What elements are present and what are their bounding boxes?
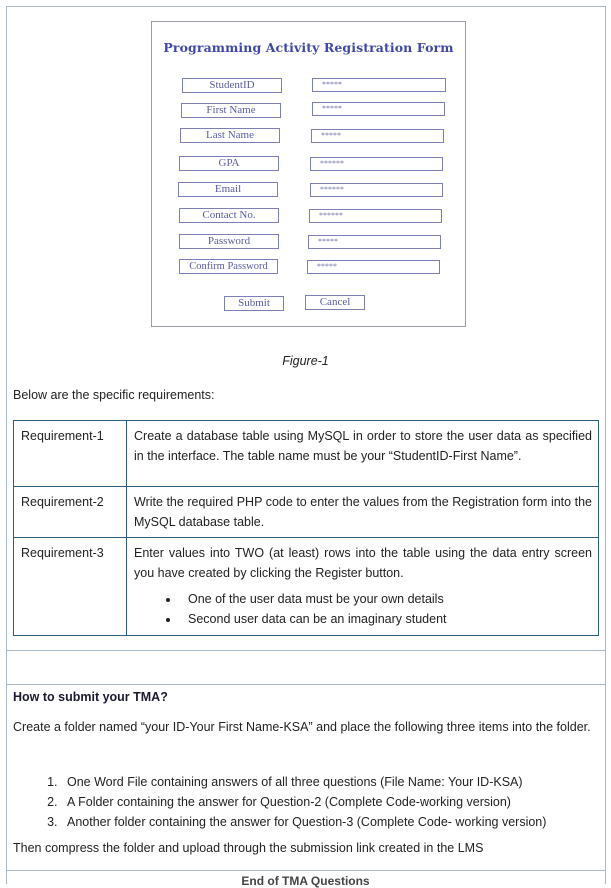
requirement-cell: [127, 538, 599, 636]
label-gpa: GPA: [179, 156, 279, 171]
footer-cut-text: End of TMA Questions: [241, 874, 370, 888]
label-email: Email: [178, 182, 278, 197]
label-contact-no: Contact No.: [179, 208, 279, 223]
registration-form-figure: [151, 21, 466, 327]
input-confirm-password[interactable]: *****: [307, 260, 440, 274]
input-email[interactable]: ******: [310, 183, 443, 197]
requirement-text: Create a database table using MySQL in order to store the user data as specified in the interface. The table name must be your “StudentID-First Name”.: [127, 421, 599, 487]
figure-caption: Figure-1: [282, 354, 329, 368]
input-contact-no[interactable]: ******: [309, 209, 442, 223]
label-password: Password: [179, 234, 279, 249]
requirement-name: Requirement-3: [14, 538, 127, 636]
bottom-border: [6, 870, 605, 871]
input-password[interactable]: *****: [308, 235, 441, 249]
requirement-name: Requirement-1: [14, 421, 127, 487]
requirement-text: Enter values into TWO (at least) rows into the table using the data entry screen you have created by clicking the Register button.: [134, 546, 592, 580]
input-studentid[interactable]: *****: [312, 78, 446, 92]
input-first-name[interactable]: *****: [312, 102, 445, 116]
list-item: 1. One Word File containing answers of all three questions (File Name: Your ID-KSA): [61, 772, 546, 792]
requirement-bullets: [134, 589, 592, 629]
table-row: [14, 421, 599, 487]
list-item: 2. A Folder containing the answer for Question-2 (Complete Code-working version): [61, 792, 546, 812]
submit-button[interactable]: Submit: [224, 296, 284, 311]
submission-items-list: [13, 772, 546, 832]
bullet-item: • One of the user data must be your own details: [180, 589, 592, 609]
requirements-intro: Below are the specific requirements:: [13, 388, 215, 402]
label-studentid: StudentID: [182, 78, 282, 93]
form-title: Programming Activity Registration Form: [163, 40, 454, 55]
table-row: [14, 487, 599, 538]
table-row: [14, 538, 599, 636]
bullet-item: • Second user data can be an imaginary student: [180, 609, 592, 629]
label-confirm-password: Confirm Password: [179, 259, 278, 274]
section-divider: [6, 684, 605, 685]
submission-paragraph: Create a folder named “your ID-Your First Name-KSA” and place the following three items into the folder.: [13, 720, 591, 734]
requirements-table: [13, 420, 599, 636]
label-last-name: Last Name: [180, 128, 280, 143]
submission-heading: How to submit your TMA?: [13, 690, 168, 704]
input-last-name[interactable]: *****: [311, 129, 444, 143]
input-gpa[interactable]: ******: [310, 157, 443, 171]
requirement-name: Requirement-2: [14, 487, 127, 538]
requirement-text: Write the required PHP code to enter the values from the Registration form into the MySQL database table.: [127, 487, 599, 538]
cancel-button[interactable]: Cancel: [305, 295, 365, 310]
list-item: 3. Another folder containing the answer for Question-3 (Complete Code- working version): [61, 812, 546, 832]
label-first-name: First Name: [181, 103, 281, 118]
submission-final-note: Then compress the folder and upload through the submission link created in the LMS: [13, 841, 484, 855]
